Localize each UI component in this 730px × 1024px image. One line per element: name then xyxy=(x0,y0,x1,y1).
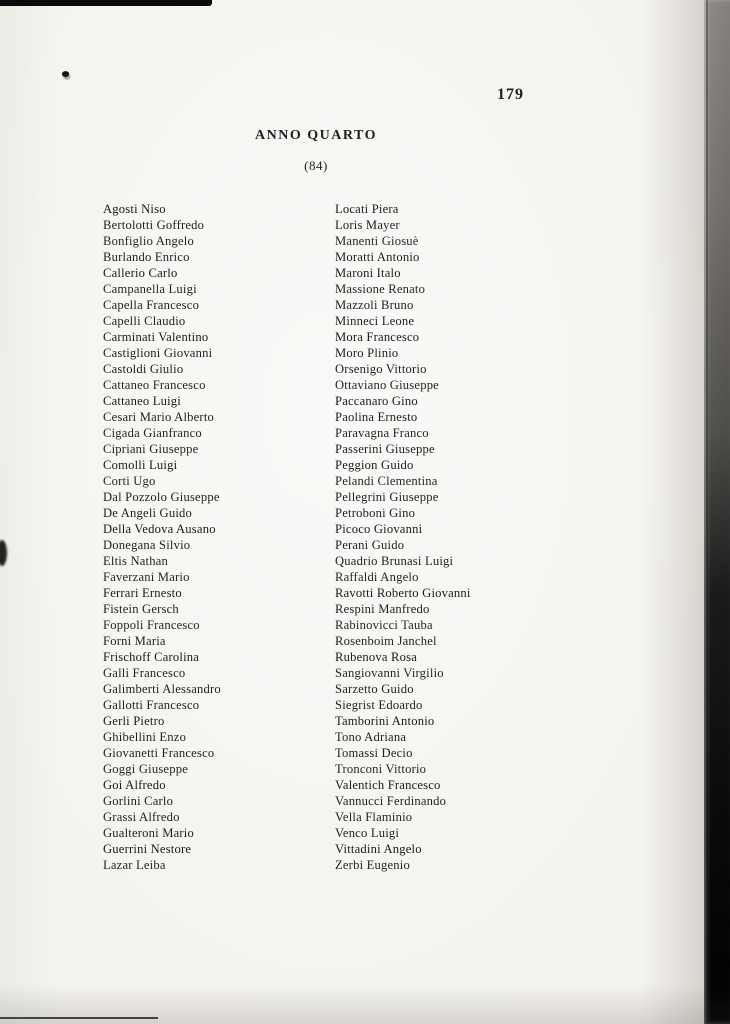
list-item: Cipriani Giuseppe xyxy=(103,442,199,456)
list-item: Petroboni Gino xyxy=(335,506,416,520)
list-item: Comolli Luigi xyxy=(103,458,178,472)
list-item: Castiglioni Giovanni xyxy=(103,346,213,360)
list-item: Maroni Italo xyxy=(335,266,401,280)
list-item: Giovanetti Francesco xyxy=(103,746,215,760)
list-item: Gallotti Francesco xyxy=(103,698,200,712)
scan-artifact-top-strip xyxy=(0,0,212,6)
list-item: Donegana Silvio xyxy=(103,538,191,552)
list-item: Gorlini Carlo xyxy=(103,794,174,808)
list-item: Burlando Enrico xyxy=(103,250,190,264)
list-item: Orsenigo Vittorio xyxy=(335,362,427,376)
list-item: Sangiovanni Virgilio xyxy=(335,666,444,680)
list-item: Vittadini Angelo xyxy=(335,842,422,856)
list-item: Frischoff Carolina xyxy=(103,650,200,664)
list-item: Forni Maria xyxy=(103,634,166,648)
list-item: Loris Mayer xyxy=(335,218,400,232)
list-item: Bertolotti Goffredo xyxy=(103,218,205,232)
list-item: Vannucci Ferdinando xyxy=(335,794,447,808)
list-item: Cattaneo Francesco xyxy=(103,378,206,392)
list-item: Siegrist Edoardo xyxy=(335,698,423,712)
list-item: Galli Francesco xyxy=(103,666,186,680)
list-item: Respini Manfredo xyxy=(335,602,430,616)
list-item: Raffaldi Angelo xyxy=(335,570,419,584)
list-item: Picoco Giovanni xyxy=(335,522,423,536)
list-item: Ferrari Ernesto xyxy=(103,586,182,600)
scan-artifact-bottom-shade xyxy=(0,984,730,1024)
list-item: Moratti Antonio xyxy=(335,250,420,264)
list-item: Valentich Francesco xyxy=(335,778,441,792)
list-item: Quadrio Brunasi Luigi xyxy=(335,554,454,568)
list-item: Faverzani Mario xyxy=(103,570,190,584)
list-item: Pelandi Clementina xyxy=(335,474,438,488)
list-item: Guerrini Nestore xyxy=(103,842,192,856)
list-item: Dal Pozzolo Giuseppe xyxy=(103,490,220,504)
list-item: Passerini Giuseppe xyxy=(335,442,435,456)
list-item: Rabinovicci Tauba xyxy=(335,618,433,632)
page-title: ANNO QUARTO xyxy=(255,128,377,143)
list-item: Mazzoli Bruno xyxy=(335,298,414,312)
list-item: Rubenova Rosa xyxy=(335,650,417,664)
list-item: Moro Plinio xyxy=(335,346,399,360)
list-item: Gualteroni Mario xyxy=(103,826,194,840)
scan-artifact-left-smudge xyxy=(0,540,7,566)
list-item: Agosti Niso xyxy=(103,202,166,216)
list-item: Bonfiglio Angelo xyxy=(103,234,195,248)
list-item: Carminati Valentino xyxy=(103,330,209,344)
list-item: Locati Piera xyxy=(335,202,399,216)
list-item: Campanella Luigi xyxy=(103,282,197,296)
list-item: Castoldi Giulio xyxy=(103,362,184,376)
scan-artifact-ink-speck xyxy=(61,70,70,78)
list-item: Peggion Guido xyxy=(335,458,414,472)
list-item: Tono Adriana xyxy=(335,730,407,744)
list-item: Foppoli Francesco xyxy=(103,618,200,632)
list-item: De Angeli Guido xyxy=(103,506,193,520)
list-item: Ghibellini Enzo xyxy=(103,730,187,744)
scan-artifact-right-band xyxy=(704,0,730,1024)
list-item: Zerbi Eugenio xyxy=(335,858,410,872)
list-item: Capella Francesco xyxy=(103,298,200,312)
list-item: Tamborini Antonio xyxy=(335,714,435,728)
list-item: Cigada Gianfranco xyxy=(103,426,202,440)
list-item: Grassi Alfredo xyxy=(103,810,180,824)
name-list-right-column xyxy=(335,201,471,873)
list-item: Ottaviano Giuseppe xyxy=(335,378,439,392)
page-number: 179 xyxy=(497,86,524,103)
list-item: Callerio Carlo xyxy=(103,266,178,280)
list-item: Cattaneo Luigi xyxy=(103,394,181,408)
list-item: Cesari Mario Alberto xyxy=(103,410,215,424)
list-item: Paravagna Franco xyxy=(335,426,429,440)
list-item: Tronconi Vittorio xyxy=(335,762,427,776)
list-item: Eltis Nathan xyxy=(103,554,169,568)
list-item: Gerli Pietro xyxy=(103,714,165,728)
list-item: Paolina Ernesto xyxy=(335,410,418,424)
list-item: Lazar Leiba xyxy=(103,858,166,872)
list-item: Rosenboim Janchel xyxy=(335,634,437,648)
list-item: Venco Luigi xyxy=(335,826,400,840)
name-list-left-column xyxy=(103,201,221,873)
list-item: Perani Guido xyxy=(335,538,405,552)
list-item: Goi Alfredo xyxy=(103,778,166,792)
list-item: Galimberti Alessandro xyxy=(103,682,221,696)
list-item: Minneci Leone xyxy=(335,314,415,328)
list-item: Capelli Claudio xyxy=(103,314,186,328)
list-item: Fistein Gersch xyxy=(103,602,179,616)
list-item: Goggi Giuseppe xyxy=(103,762,188,776)
list-item: Vella Flaminio xyxy=(335,810,413,824)
list-item: Manenti Giosuè xyxy=(335,234,419,248)
list-item: Corti Ugo xyxy=(103,474,156,488)
list-item: Della Vedova Ausano xyxy=(103,522,216,536)
list-item: Sarzetto Guido xyxy=(335,682,414,696)
list-item: Pellegrini Giuseppe xyxy=(335,490,439,504)
list-item: Massione Renato xyxy=(335,282,426,296)
list-item: Paccanaro Gino xyxy=(335,394,418,408)
list-item: Mora Francesco xyxy=(335,330,420,344)
list-item: Ravotti Roberto Giovanni xyxy=(335,586,471,600)
page-subtitle: (84) xyxy=(304,158,328,173)
list-item: Tomassi Decio xyxy=(335,746,413,760)
